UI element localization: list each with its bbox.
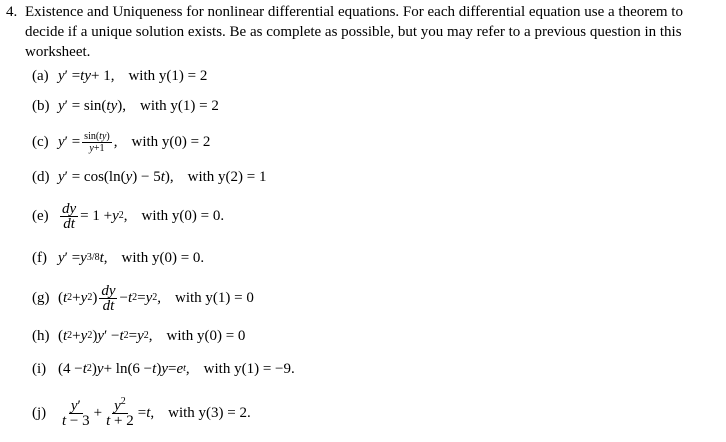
problem-c <box>32 130 210 154</box>
problem-label: (c) <box>32 133 49 150</box>
initial-condition: with y(1) = −9. <box>203 360 295 377</box>
initial-condition: with y(1) = 2 <box>140 97 219 114</box>
problem-label: (i) <box>32 360 47 377</box>
problem-label: (e) <box>32 207 49 224</box>
problem-a <box>32 64 207 88</box>
problem-label: (j) <box>32 404 47 421</box>
problem-label: (d) <box>32 168 50 185</box>
problem-number: 4. <box>6 4 18 20</box>
problem-label: (a) <box>32 67 49 84</box>
problem-e <box>32 200 225 232</box>
problem-d <box>32 165 267 189</box>
equation: y ′ = $\frac{\sin(ty)}{y+1}$ , <box>58 130 118 154</box>
problem-i <box>32 357 295 381</box>
equation: y ′ = ty + 1, <box>58 67 115 84</box>
initial-condition: with y(1) = 2 <box>128 67 208 84</box>
equation: ( t 2 + y 2 ) $\frac{dy}{dt}$ − t 2 = y 2 , <box>58 282 162 314</box>
problem-label: (b) <box>32 97 50 114</box>
initial-condition: with y(0) = 2 <box>131 133 211 150</box>
problem-label: (f) <box>32 249 47 266</box>
equation: (4 − t 2 ) y + ln(6 − t ) y = e t , <box>58 360 190 377</box>
initial-condition: with y(0) = 0 <box>166 327 246 344</box>
initial-condition: with y(1) = 0 <box>175 289 254 306</box>
problem-j <box>32 395 251 429</box>
initial-condition: with y(2) = 1 <box>187 168 267 185</box>
problem-label: (g) <box>32 289 50 306</box>
initial-condition: with y(0) = 0. <box>141 207 225 224</box>
equation: ( t 2 + y 2 ) y ′ − t 2 = y 2 , <box>58 327 153 344</box>
problem-label: (h) <box>32 327 50 344</box>
equation: $\frac{y'}{t - 3}$ + $\frac{y^2}{t + 2}$ = t , <box>62 395 155 429</box>
problem-header <box>6 2 718 62</box>
problem-f <box>32 246 204 270</box>
initial-condition: with y(3) = 2. <box>168 404 251 421</box>
initial-condition: with y(0) = 0. <box>121 249 205 266</box>
problem-instructions: Existence and Uniqueness for nonlinear differential equations. For each differential equation use a theorem to decide if a unique solution exists. Be as complete as possible, but you may refer to a previous question in this worksheet. <box>25 4 683 60</box>
problem-g <box>32 282 254 314</box>
equation: y ′ = y 3/8 t , <box>58 249 108 266</box>
equation: y ′ = sin( ty ), <box>58 97 126 114</box>
problem-b <box>32 94 219 118</box>
problem-h <box>32 324 245 348</box>
equation: $\frac{dy}{dt}$ = 1 + y 2 , <box>62 200 128 232</box>
equation: y ′ = cos(ln( y ) − 5 t ), <box>58 168 174 185</box>
